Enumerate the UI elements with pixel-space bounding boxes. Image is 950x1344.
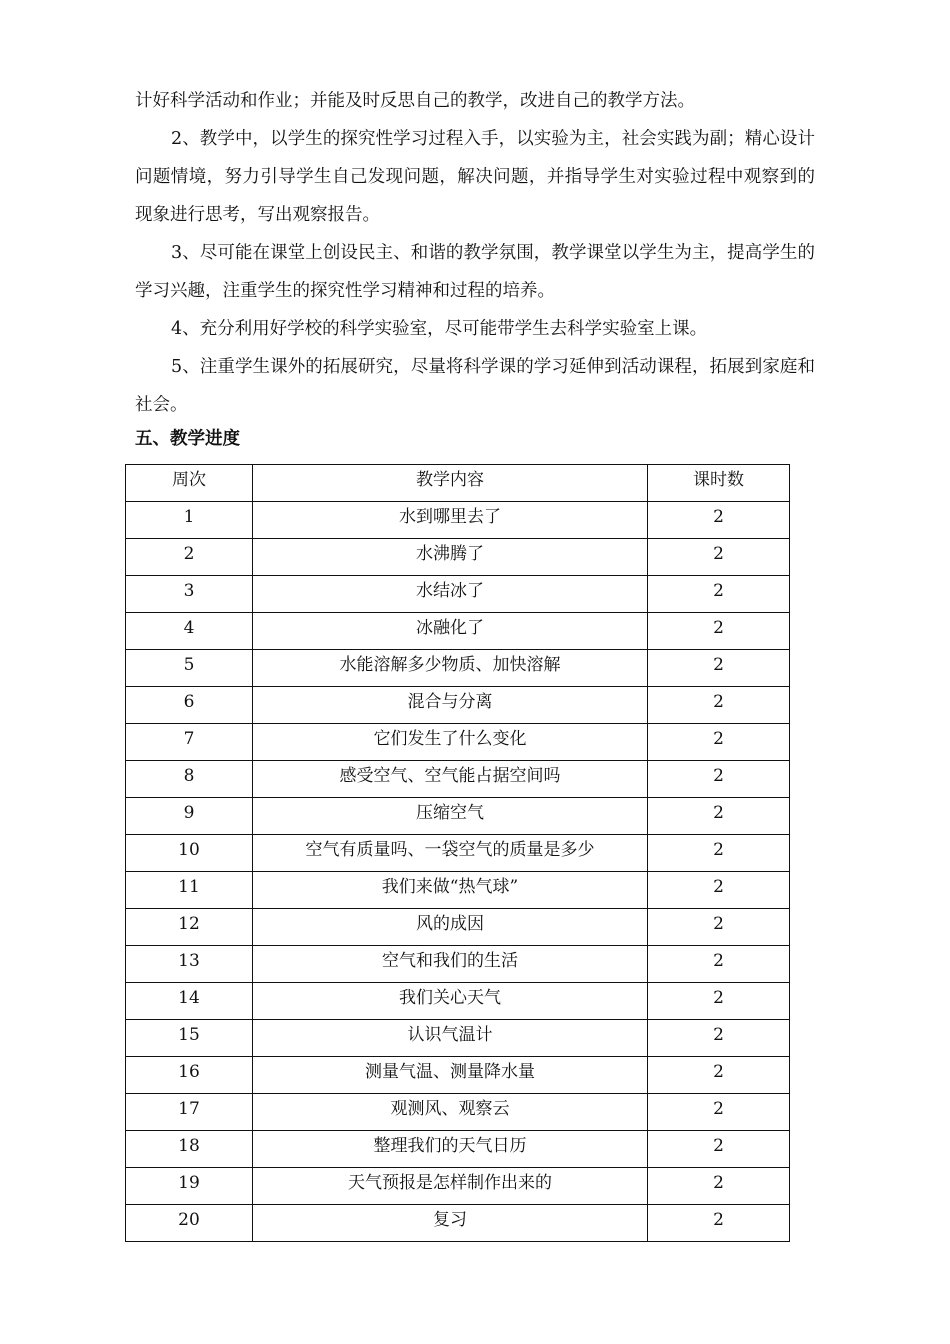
cell-week: 2 (126, 539, 253, 576)
cell-hours: 2 (648, 983, 790, 1020)
cell-hours: 2 (648, 798, 790, 835)
table-row (126, 798, 790, 835)
cell-content: 空气有质量吗、一袋空气的质量是多少 (253, 835, 648, 872)
cell-hours: 2 (648, 1020, 790, 1057)
cell-hours: 2 (648, 835, 790, 872)
cell-hours: 2 (648, 650, 790, 687)
table-row (126, 687, 790, 724)
table-row (126, 1094, 790, 1131)
cell-content: 水结冰了 (253, 576, 648, 613)
table-row (126, 1205, 790, 1242)
cell-week: 1 (126, 502, 253, 539)
header-week: 周次 (126, 465, 253, 502)
table-row (126, 872, 790, 909)
cell-week: 12 (126, 909, 253, 946)
cell-content: 复习 (253, 1205, 648, 1242)
cell-week: 7 (126, 724, 253, 761)
cell-content: 测量气温、测量降水量 (253, 1057, 648, 1094)
cell-content: 感受空气、空气能占据空间吗 (253, 761, 648, 798)
cell-content: 整理我们的天气日历 (253, 1131, 648, 1168)
cell-content: 水沸腾了 (253, 539, 648, 576)
cell-week: 18 (126, 1131, 253, 1168)
cell-content: 风的成因 (253, 909, 648, 946)
paragraph-continuation: 计好科学活动和作业；并能及时反思自己的教学，改进自己的教学方法。 (135, 91, 695, 111)
cell-week: 19 (126, 1168, 253, 1205)
cell-hours: 2 (648, 1205, 790, 1242)
cell-week: 6 (126, 687, 253, 724)
table-row (126, 835, 790, 872)
cell-hours: 2 (648, 539, 790, 576)
cell-week: 13 (126, 946, 253, 983)
cell-content: 压缩空气 (253, 798, 648, 835)
cell-content: 它们发生了什么变化 (253, 724, 648, 761)
table-row (126, 946, 790, 983)
cell-content: 天气预报是怎样制作出来的 (253, 1168, 648, 1205)
table-row (126, 502, 790, 539)
section-heading: 五、教学进度 (135, 429, 240, 449)
cell-content: 观测风、观察云 (253, 1094, 648, 1131)
cell-content: 水到哪里去了 (253, 502, 648, 539)
cell-week: 17 (126, 1094, 253, 1131)
cell-week: 5 (126, 650, 253, 687)
cell-week: 15 (126, 1020, 253, 1057)
cell-week: 3 (126, 576, 253, 613)
header-hours: 课时数 (648, 465, 790, 502)
cell-content: 空气和我们的生活 (253, 946, 648, 983)
cell-hours: 2 (648, 613, 790, 650)
cell-hours: 2 (648, 761, 790, 798)
cell-hours: 2 (648, 1057, 790, 1094)
cell-hours: 2 (648, 1094, 790, 1131)
table-row (126, 1057, 790, 1094)
table-row (126, 983, 790, 1020)
table-row (126, 1020, 790, 1057)
cell-week: 20 (126, 1205, 253, 1242)
cell-hours: 2 (648, 872, 790, 909)
paragraph-item-2: 2、教学中，以学生的探究性学习过程入手，以实验为主，社会实践为副；精心设计问题情境，努力引导学生自己发现问题，解决问题，并指导学生对实验过程中观察到的现象进行思考，写出观察报告。 (135, 129, 815, 225)
cell-content: 认识气温计 (253, 1020, 648, 1057)
table-row (126, 1131, 790, 1168)
cell-content: 混合与分离 (253, 687, 648, 724)
cell-content: 我们关心天气 (253, 983, 648, 1020)
cell-week: 14 (126, 983, 253, 1020)
cell-week: 4 (126, 613, 253, 650)
cell-content: 水能溶解多少物质、加快溶解 (253, 650, 648, 687)
table-row (126, 1168, 790, 1205)
cell-hours: 2 (648, 724, 790, 761)
table-row (126, 539, 790, 576)
paragraph-item-3: 3、尽可能在课堂上创设民主、和谐的教学氛围，教学课堂以学生为主，提高学生的学习兴趣，注重学生的探究性学习精神和过程的培养。 (135, 243, 815, 301)
table-row (126, 761, 790, 798)
cell-hours: 2 (648, 502, 790, 539)
cell-hours: 2 (648, 576, 790, 613)
cell-week: 10 (126, 835, 253, 872)
paragraph-item-5: 5、注重学生课外的拓展研究，尽量将科学课的学习延伸到活动课程，拓展到家庭和社会。 (135, 357, 815, 415)
table-row (126, 613, 790, 650)
teaching-schedule-table (125, 464, 790, 1242)
paragraph-item-4: 4、充分利用好学校的科学实验室，尽可能带学生去科学实验室上课。 (171, 319, 708, 339)
cell-week: 11 (126, 872, 253, 909)
header-content: 教学内容 (253, 465, 648, 502)
cell-content: 冰融化了 (253, 613, 648, 650)
cell-week: 16 (126, 1057, 253, 1094)
table-row (126, 724, 790, 761)
cell-hours: 2 (648, 687, 790, 724)
cell-hours: 2 (648, 1168, 790, 1205)
cell-week: 9 (126, 798, 253, 835)
table-row (126, 576, 790, 613)
table-header-row (126, 465, 790, 502)
cell-hours: 2 (648, 946, 790, 983)
table-row (126, 909, 790, 946)
table-row (126, 650, 790, 687)
cell-hours: 2 (648, 909, 790, 946)
cell-week: 8 (126, 761, 253, 798)
cell-content: 我们来做“热气球” (253, 872, 648, 909)
cell-hours: 2 (648, 1131, 790, 1168)
